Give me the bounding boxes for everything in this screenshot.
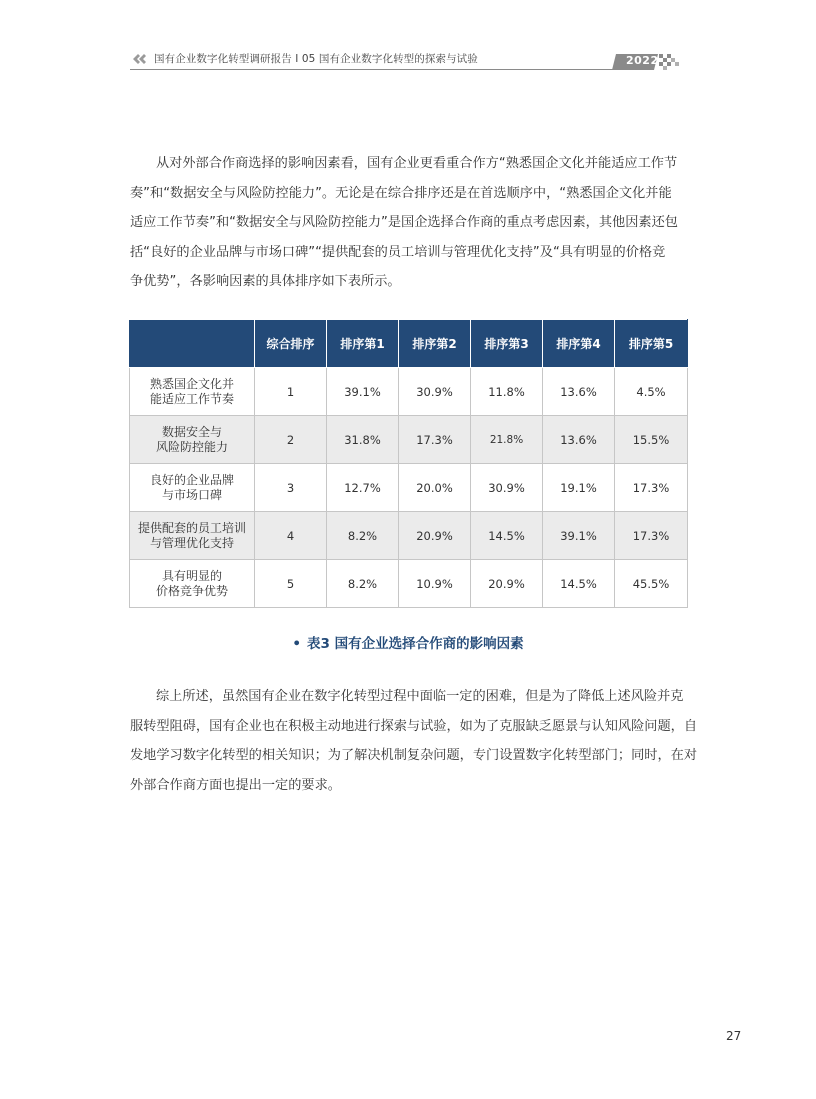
- row-label-line: 熟悉国企文化并: [149, 376, 234, 391]
- table-cell: 3: [255, 464, 327, 512]
- table-header-cell: 排序第3: [471, 320, 543, 368]
- table-cell: 30.9%: [399, 368, 471, 416]
- summary-paragraph: [130, 682, 698, 800]
- table-cell: 20.9%: [399, 512, 471, 560]
- page-header: [130, 50, 686, 70]
- table-cell: 39.1%: [327, 368, 399, 416]
- row-label: [130, 512, 255, 560]
- table-caption: [0, 632, 816, 652]
- table-cell: 2: [255, 416, 327, 464]
- row-label-line: 具有明显的: [161, 568, 222, 583]
- row-label-line: 价格竞争优势: [155, 583, 228, 598]
- table-header-cell: 排序第4: [543, 320, 615, 368]
- table-cell: 11.8%: [471, 368, 543, 416]
- table-cell: 17.3%: [615, 512, 688, 560]
- row-label-line: 良好的企业品牌: [149, 472, 234, 487]
- row-label-line: 数据安全与: [161, 424, 222, 439]
- table-row: [130, 464, 688, 512]
- table-cell: 20.9%: [471, 560, 543, 608]
- row-label-line: 提供配套的员工培训: [137, 520, 246, 535]
- table-header-row: [130, 320, 688, 368]
- text-line: 从对外部合作商选择的影响因素看，国有企业更看重合作方“熟悉国企文化并能适应工作节: [156, 156, 678, 171]
- row-label-line: 能适应工作节奏: [149, 391, 234, 406]
- table-cell: 8.2%: [327, 512, 399, 560]
- table-cell: 15.5%: [615, 416, 688, 464]
- report-logo-icon: [130, 51, 150, 67]
- table-row: [130, 416, 688, 464]
- table-cell: 39.1%: [543, 512, 615, 560]
- table-cell: 30.9%: [471, 464, 543, 512]
- row-label-line: 与市场口碑: [161, 487, 222, 502]
- table-cell: 20.0%: [399, 464, 471, 512]
- text-line: 适应工作节奏”和“数据安全与风险防控能力”是国企选择合作商的重点考虑因素，其他因素还包: [130, 215, 678, 230]
- row-label: [130, 416, 255, 464]
- table-row: [130, 512, 688, 560]
- table-cell: 4.5%: [615, 368, 688, 416]
- text-line: 外部合作商方面也提出一定的要求。: [130, 777, 341, 793]
- text-line: 奏”和“数据安全与风险防控能力”。无论是在综合排序还是在首选顺序中，“熟悉国企文化并能: [130, 185, 672, 201]
- row-label: [130, 368, 255, 416]
- table-cell: 19.1%: [543, 464, 615, 512]
- table-cell: 17.3%: [399, 416, 471, 464]
- table-cell: 10.9%: [399, 560, 471, 608]
- table-cell: 21.8%: [471, 416, 543, 464]
- header-title: 国有企业数字化转型调研报告 I 05 国有企业数字化转型的探索与试验: [154, 53, 478, 65]
- text-line: 发地学习数字化转型的相关知识；为了解决机制复杂问题，专门设置数字化转型部门；同时，在对: [130, 748, 698, 763]
- table-cell: 31.8%: [327, 416, 399, 464]
- table-cell: 5: [255, 560, 327, 608]
- table-cell: 12.7%: [327, 464, 399, 512]
- table-row: [130, 368, 688, 416]
- table-cell: 14.5%: [543, 560, 615, 608]
- table-cell: 14.5%: [471, 512, 543, 560]
- table-header-cell: 综合排序: [255, 320, 327, 368]
- table-header-cell: 排序第2: [399, 320, 471, 368]
- row-label: [130, 464, 255, 512]
- text-line: 括“良好的企业品牌与市场口碑”“提供配套的员工培训与管理优化支持”及“具有明显的价格竞: [130, 244, 666, 260]
- table-header-cell: [130, 320, 255, 368]
- table-header-cell: 排序第1: [327, 320, 399, 368]
- table-cell: 1: [255, 368, 327, 416]
- header-year: 2022: [626, 54, 659, 67]
- caption-bullet: •: [292, 636, 302, 652]
- partner-factors-table: [129, 319, 688, 608]
- page-number: 27: [726, 1029, 742, 1043]
- intro-paragraph: [130, 149, 686, 297]
- text-line: 服转型阻碍，国有企业也在积极主动地进行探索与试验，如为了克服缺乏愿景与认知风险问题，自: [130, 718, 698, 734]
- table-cell: 4: [255, 512, 327, 560]
- table-cell: 17.3%: [615, 464, 688, 512]
- table-cell: 45.5%: [615, 560, 688, 608]
- table-cell: 13.6%: [543, 368, 615, 416]
- table-header-cell: 排序第5: [615, 320, 688, 368]
- text-line: 综上所述，虽然国有企业在数字化转型过程中面临一定的困难，但是为了降低上述风险并克: [156, 689, 684, 704]
- text-line: 争优势”，各影响因素的具体排序如下表所示。: [130, 274, 401, 289]
- header-divider: [130, 69, 630, 70]
- row-label: [130, 560, 255, 608]
- table-cell: 8.2%: [327, 560, 399, 608]
- caption-text: 表3 国有企业选择合作商的影响因素: [307, 636, 524, 652]
- row-label-line: 风险防控能力: [155, 439, 228, 454]
- table-row: [130, 560, 688, 608]
- table-cell: 13.6%: [543, 416, 615, 464]
- row-label-line: 与管理优化支持: [149, 535, 234, 550]
